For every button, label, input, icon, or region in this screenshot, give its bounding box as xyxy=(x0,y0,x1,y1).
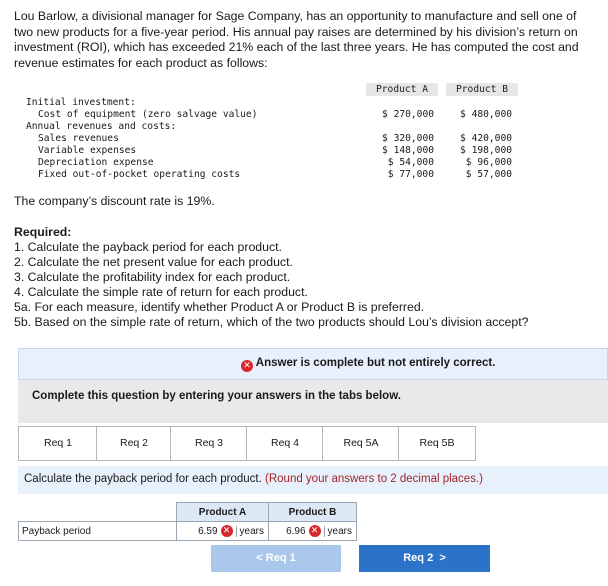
chevron-left-icon: < xyxy=(256,552,263,564)
tab-req-1[interactable]: Req 1 xyxy=(18,426,98,461)
required-item: 4. Calculate the simple rate of return for each product. xyxy=(14,285,308,299)
sales-revenues-a: $ 320,000 xyxy=(382,133,434,144)
instruction-bar xyxy=(18,466,608,494)
cost-equipment-b: $ 480,000 xyxy=(460,109,512,120)
product-a-header: Product A xyxy=(366,83,438,96)
incorrect-x-icon: ✕ xyxy=(309,525,321,537)
payback-b-cell xyxy=(269,522,357,541)
annual-revenues-label: Annual revenues and costs: xyxy=(26,121,177,132)
required-item: 5a. For each measure, identify whether Product A or Product B is preferred. xyxy=(14,300,425,314)
tab-req-3[interactable]: Req 3 xyxy=(170,426,248,461)
required-title: Required: xyxy=(14,225,72,239)
cost-equipment-a: $ 270,000 xyxy=(382,109,434,120)
complete-instruction: Complete this question by entering your answers in the tabs below. xyxy=(32,390,401,402)
discount-rate-text: The company’s discount rate is 19%. xyxy=(14,194,215,208)
depreciation-label: Depreciation expense xyxy=(38,157,154,168)
next-label: Req 2 xyxy=(403,552,434,564)
sales-revenues-b: $ 420,000 xyxy=(460,133,512,144)
incorrect-x-icon: ✕ xyxy=(221,525,233,537)
product-b-header: Product B xyxy=(446,83,518,96)
next-button[interactable] xyxy=(359,545,490,572)
prev-label: Req 1 xyxy=(265,552,296,564)
answer-table xyxy=(18,502,357,541)
fixed-costs-a: $ 77,000 xyxy=(387,169,434,180)
payback-a-cell xyxy=(177,522,269,541)
answer-header-a: Product A xyxy=(177,503,269,522)
instruction-main: Calculate the payback period for each product. xyxy=(24,473,262,485)
variable-expenses-a: $ 148,000 xyxy=(382,145,434,156)
chevron-right-icon: > xyxy=(436,552,446,564)
required-item: 5b. Based on the simple rate of return, which of the two products should Lou’s division accept? xyxy=(14,315,529,329)
variable-expenses-b: $ 198,000 xyxy=(460,145,512,156)
unit-years: years xyxy=(324,526,352,537)
status-banner xyxy=(18,348,608,380)
depreciation-b: $ 96,000 xyxy=(465,157,512,168)
prev-button[interactable] xyxy=(211,545,341,572)
tab-req-2[interactable]: Req 2 xyxy=(96,426,172,461)
empty-header-cell xyxy=(19,503,177,522)
cost-equipment-label: Cost of equipment (zero salvage value) xyxy=(38,109,258,120)
payback-period-label: Payback period xyxy=(19,522,177,541)
instruction-note: (Round your answers to 2 decimal places.) xyxy=(265,473,483,485)
payback-a-input[interactable]: 6.59 xyxy=(198,525,218,537)
problem-intro: Lou Barlow, a divisional manager for Sage Company, has an opportunity to manufacture and sell one of two new products for a five-year period. His annual pay raises are determined by his division’s return on investment (ROI), which has exceeded 21% each of the last three years. He has computed the cost and revenue estimates for each product as follows: xyxy=(14,9,579,70)
banner-text: Answer is complete but not entirely correct. xyxy=(255,357,496,369)
depreciation-a: $ 54,000 xyxy=(387,157,434,168)
payback-b-input[interactable]: 6.96 xyxy=(286,525,306,537)
instructions-box xyxy=(18,380,608,423)
fixed-costs-label: Fixed out-of-pocket operating costs xyxy=(38,169,241,180)
tab-req-5a[interactable]: Req 5A xyxy=(322,426,400,461)
fixed-costs-b: $ 57,000 xyxy=(465,169,512,180)
sales-revenues-label: Sales revenues xyxy=(38,133,119,144)
tab-req-5b[interactable]: Req 5B xyxy=(398,426,476,461)
banner-message xyxy=(241,357,495,372)
required-item: 1. Calculate the payback period for each product. xyxy=(14,240,282,254)
error-x-icon: ✕ xyxy=(241,360,253,372)
instruction-text xyxy=(24,473,483,485)
initial-investment-label: Initial investment: xyxy=(26,97,136,108)
tab-req-4[interactable]: Req 4 xyxy=(246,426,324,461)
variable-expenses-label: Variable expenses xyxy=(38,145,137,156)
answer-header-b: Product B xyxy=(269,503,357,522)
required-item: 3. Calculate the profitability index for each product. xyxy=(14,270,291,284)
required-item: 2. Calculate the net present value for each product. xyxy=(14,255,293,269)
unit-years: years xyxy=(236,526,264,537)
